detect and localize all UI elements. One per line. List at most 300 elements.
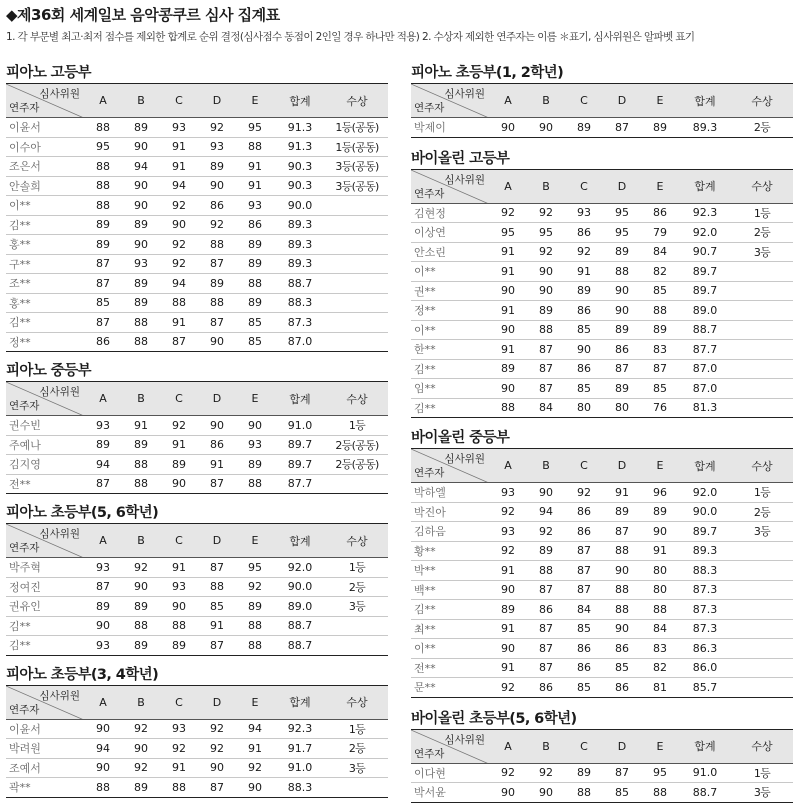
judge-score: 89 <box>615 323 629 337</box>
section-title: 피아노 초등부(3, 4학년) <box>6 666 159 683</box>
performer-name: 김** <box>9 619 31 633</box>
table-row <box>6 416 388 436</box>
header-corner <box>6 685 84 719</box>
table-row <box>411 379 793 399</box>
judge-score: 91 <box>210 457 224 471</box>
header-corner <box>6 382 84 416</box>
award: 2등 <box>753 505 771 519</box>
performer-name: 문** <box>414 681 436 695</box>
judge-score: 90 <box>134 741 148 755</box>
judge-score: 90 <box>210 761 224 775</box>
performer-name: 임** <box>414 382 436 396</box>
award <box>326 196 388 216</box>
judge-score: 88 <box>248 638 262 652</box>
column-header: D <box>212 695 222 709</box>
column-header: E <box>251 392 259 405</box>
award: 3등(공동) <box>335 179 379 193</box>
score-table <box>411 729 793 803</box>
right-column <box>411 64 793 803</box>
judge-score: 85 <box>615 661 629 675</box>
total-score: 91.7 <box>287 741 313 755</box>
judge-score: 92 <box>134 761 148 775</box>
award: 1등 <box>753 206 771 220</box>
performer-name: 박** <box>414 564 436 578</box>
judge-score: 93 <box>248 438 262 452</box>
table-row <box>411 281 793 301</box>
judge-score: 76 <box>653 401 667 415</box>
total-score: 91.3 <box>287 140 313 154</box>
performer-name: 김** <box>414 362 436 376</box>
judge-score: 90 <box>577 342 591 356</box>
total-score: 86.3 <box>692 641 718 655</box>
total-score: 87.3 <box>692 583 718 597</box>
judge-score: 92 <box>501 206 515 220</box>
column-header: B <box>137 534 145 547</box>
judges-label: 심사위원 <box>444 453 485 465</box>
judge-score: 93 <box>172 722 186 736</box>
table-row <box>411 783 793 803</box>
players-label: 연주자 <box>9 703 40 716</box>
performer-name: 권** <box>414 284 436 298</box>
total-score: 81.3 <box>692 401 718 415</box>
column-header: C <box>580 94 588 107</box>
judge-score: 89 <box>134 120 148 134</box>
award <box>731 619 793 639</box>
judge-score: 87 <box>615 524 629 538</box>
performer-name: 이윤서 <box>9 722 41 736</box>
table-row <box>411 359 793 379</box>
table-row <box>411 320 793 340</box>
total-score: 92.0 <box>287 560 313 574</box>
column-header: A <box>504 94 512 107</box>
column-header: C <box>580 179 588 193</box>
column-header: 수상 <box>346 534 368 548</box>
performer-name: 권수빈 <box>9 419 41 433</box>
table-row <box>411 340 793 360</box>
judge-score: 80 <box>653 563 667 577</box>
judge-score: 89 <box>501 362 515 376</box>
judge-score: 88 <box>539 323 553 337</box>
score-table <box>6 83 388 352</box>
judge-score: 90 <box>134 237 148 251</box>
score-section <box>6 666 388 798</box>
judge-score: 91 <box>501 303 515 317</box>
performer-name: 김지영 <box>9 458 41 472</box>
total-score: 89.7 <box>692 524 718 538</box>
performer-name: 김** <box>414 401 436 415</box>
judge-score: 87 <box>210 315 224 329</box>
judge-score: 89 <box>653 323 667 337</box>
judge-score: 89 <box>248 296 262 310</box>
judge-score: 90 <box>501 785 515 799</box>
judge-score: 87 <box>96 315 110 329</box>
table-row <box>6 157 388 177</box>
column-header: E <box>656 94 664 107</box>
performer-name: 박제이 <box>414 121 446 135</box>
column-header: C <box>580 459 588 472</box>
total-score: 89.3 <box>692 120 718 134</box>
award: 1등 <box>348 722 366 736</box>
judge-score: 89 <box>653 505 667 519</box>
judge-score: 92 <box>134 560 148 574</box>
judge-score: 92 <box>248 761 262 775</box>
judge-score: 87 <box>96 257 110 271</box>
performer-name: 김현정 <box>414 206 446 220</box>
judge-score: 86 <box>653 206 667 220</box>
judge-score: 92 <box>210 722 224 736</box>
award <box>326 274 388 294</box>
judge-score: 92 <box>172 237 186 251</box>
score-section <box>6 504 388 656</box>
judge-score: 85 <box>653 381 667 395</box>
judge-score: 91 <box>577 264 591 278</box>
judge-score: 95 <box>248 120 262 134</box>
column-header: D <box>617 459 627 472</box>
score-table <box>6 523 388 656</box>
award <box>731 340 793 360</box>
judge-score: 92 <box>172 741 186 755</box>
judge-score: 88 <box>615 544 629 558</box>
judge-score: 88 <box>653 602 667 616</box>
judge-score: 90 <box>539 785 553 799</box>
performer-name: 이다현 <box>414 766 446 780</box>
performer-name: 김하음 <box>414 525 446 539</box>
judge-score: 90 <box>134 140 148 154</box>
judge-score: 93 <box>172 120 186 134</box>
judge-score: 92 <box>501 505 515 519</box>
judge-score: 87 <box>615 120 629 134</box>
performer-name: 박하엘 <box>414 486 446 500</box>
judge-score: 90 <box>96 619 110 633</box>
total-score: 87.0 <box>692 381 718 395</box>
table-header <box>6 84 388 118</box>
table-row <box>411 398 793 418</box>
judge-score: 90 <box>615 284 629 298</box>
table-row <box>411 541 793 561</box>
judge-score: 89 <box>134 599 148 613</box>
table-row <box>411 580 793 600</box>
judge-score: 87 <box>615 362 629 376</box>
judge-score: 91 <box>501 264 515 278</box>
judge-score: 92 <box>501 544 515 558</box>
total-score: 87.0 <box>692 362 718 376</box>
judge-score: 90 <box>615 622 629 636</box>
award <box>326 636 388 656</box>
judge-score: 90 <box>134 179 148 193</box>
judge-score: 92 <box>134 722 148 736</box>
award <box>326 235 388 255</box>
judge-score: 85 <box>577 622 591 636</box>
judge-score: 90 <box>501 583 515 597</box>
column-header: 수상 <box>751 740 773 753</box>
judge-score: 94 <box>172 179 186 193</box>
judge-score: 88 <box>653 785 667 799</box>
judge-score: 95 <box>501 225 515 239</box>
judge-score: 90 <box>539 264 553 278</box>
total-score: 90.0 <box>692 505 718 519</box>
column-header: C <box>175 534 183 547</box>
judge-score: 89 <box>96 218 110 232</box>
column-header: D <box>212 94 222 107</box>
column-header: 합계 <box>289 392 311 406</box>
judge-score: 92 <box>172 418 186 432</box>
judge-score: 85 <box>577 381 591 395</box>
judge-score: 80 <box>577 401 591 415</box>
table-header <box>411 169 793 203</box>
judge-score: 91 <box>172 315 186 329</box>
judge-score: 86 <box>577 661 591 675</box>
column-header: E <box>656 739 664 753</box>
judge-score: 87 <box>210 477 224 491</box>
judge-score: 90 <box>501 641 515 655</box>
judge-score: 94 <box>96 457 110 471</box>
judge-score: 91 <box>501 342 515 356</box>
column-header: 합계 <box>694 94 716 108</box>
total-score: 88.3 <box>287 780 313 794</box>
judge-score: 90 <box>539 485 553 499</box>
judge-score: 88 <box>248 477 262 491</box>
award: 3등 <box>753 786 771 800</box>
header-corner <box>411 169 489 203</box>
performer-name: 박려원 <box>9 742 41 756</box>
table-row <box>6 176 388 196</box>
judge-score: 89 <box>96 237 110 251</box>
award <box>731 320 793 340</box>
table-row <box>6 778 388 798</box>
judges-label: 심사위원 <box>39 528 80 540</box>
judge-score: 88 <box>615 602 629 616</box>
judge-score: 89 <box>172 638 186 652</box>
column-header: E <box>656 179 664 193</box>
award: 1등 <box>753 486 771 500</box>
total-score: 91.3 <box>287 120 313 134</box>
judge-score: 84 <box>539 401 553 415</box>
judge-score: 89 <box>210 159 224 173</box>
performer-name: 권유인 <box>9 600 41 614</box>
players-label: 연주자 <box>414 747 445 760</box>
column-header: D <box>212 392 222 405</box>
judge-score: 89 <box>210 276 224 290</box>
judge-score: 93 <box>248 198 262 212</box>
performer-name: 이** <box>9 199 31 213</box>
total-score: 88.3 <box>287 296 313 310</box>
total-score: 87.0 <box>287 335 313 349</box>
judge-score: 84 <box>653 245 667 259</box>
judge-score: 95 <box>539 225 553 239</box>
header-corner <box>411 449 489 483</box>
table-row <box>6 235 388 255</box>
table-row <box>6 137 388 157</box>
judge-score: 88 <box>134 315 148 329</box>
award: 1등(공동) <box>335 140 379 154</box>
judge-score: 91 <box>248 741 262 755</box>
judge-score: 92 <box>210 120 224 134</box>
total-score: 89.0 <box>287 599 313 613</box>
judge-score: 87 <box>577 583 591 597</box>
column-header: 수상 <box>346 94 368 108</box>
award <box>731 301 793 321</box>
total-score: 87.3 <box>692 602 718 616</box>
table-row <box>6 616 388 636</box>
column-header: E <box>656 459 664 472</box>
judges-label: 심사위원 <box>39 386 80 398</box>
judge-score: 88 <box>615 583 629 597</box>
performer-name: 이** <box>414 265 436 279</box>
total-score: 90.0 <box>287 198 313 212</box>
performer-name: 조예서 <box>9 761 41 775</box>
total-score: 91.0 <box>692 766 718 780</box>
total-score: 87.7 <box>692 342 718 356</box>
table-row <box>6 758 388 778</box>
judge-score: 79 <box>653 225 667 239</box>
judge-score: 91 <box>501 661 515 675</box>
award: 2등(공동) <box>335 458 379 472</box>
judge-score: 88 <box>96 120 110 134</box>
award: 2등 <box>348 580 366 594</box>
judge-score: 86 <box>248 218 262 232</box>
total-score: 88.3 <box>692 563 718 577</box>
page-title: ◆제36회 세계일보 음악콩쿠르 심사 집계표 <box>6 6 280 24</box>
judge-score: 85 <box>248 315 262 329</box>
section-title: 바이올린 고등부 <box>411 150 510 167</box>
column-header: A <box>99 534 107 547</box>
judge-score: 87 <box>539 362 553 376</box>
judge-score: 92 <box>501 766 515 780</box>
award: 3등 <box>348 600 366 614</box>
column-header: B <box>542 739 550 753</box>
performer-name: 구** <box>9 257 31 271</box>
total-score: 88.7 <box>287 638 313 652</box>
judge-score: 89 <box>615 381 629 395</box>
performer-name: 정여진 <box>9 580 41 594</box>
judge-score: 88 <box>134 619 148 633</box>
table-row <box>411 483 793 503</box>
performer-name: 조은서 <box>9 160 41 174</box>
table-row <box>411 561 793 581</box>
judge-score: 87 <box>653 362 667 376</box>
judge-score: 90 <box>615 563 629 577</box>
judge-score: 95 <box>653 766 667 780</box>
section-title: 피아노 중등부 <box>6 363 91 379</box>
award <box>731 678 793 698</box>
judge-score: 87 <box>539 661 553 675</box>
judge-score: 87 <box>615 766 629 780</box>
total-score: 87.7 <box>287 477 313 491</box>
column-header: 합계 <box>289 94 311 108</box>
column-header: 수상 <box>346 696 368 709</box>
judge-score: 90 <box>172 477 186 491</box>
judge-score: 91 <box>172 140 186 154</box>
judge-score: 90 <box>134 580 148 594</box>
judge-score: 92 <box>539 766 553 780</box>
performer-name: 이상연 <box>414 226 446 240</box>
judge-score: 90 <box>248 780 262 794</box>
performer-name: 김** <box>9 316 31 330</box>
judge-score: 86 <box>539 602 553 616</box>
award: 2등 <box>348 742 366 756</box>
judge-score: 90 <box>501 323 515 337</box>
total-score: 89.0 <box>692 303 718 317</box>
judge-score: 85 <box>210 599 224 613</box>
score-table <box>6 381 388 494</box>
table-row <box>6 474 388 494</box>
judge-score: 91 <box>210 619 224 633</box>
judge-score: 88 <box>210 237 224 251</box>
score-table <box>6 685 388 798</box>
total-score: 89.7 <box>287 438 313 452</box>
judge-score: 93 <box>210 140 224 154</box>
total-score: 89.3 <box>287 237 313 251</box>
total-score: 90.7 <box>692 245 718 259</box>
total-score: 88.7 <box>287 276 313 290</box>
judge-score: 93 <box>172 580 186 594</box>
score-section <box>411 64 793 138</box>
judge-score: 90 <box>172 218 186 232</box>
judge-score: 82 <box>653 661 667 675</box>
table-row <box>411 203 793 223</box>
judge-score: 80 <box>653 583 667 597</box>
total-score: 85.7 <box>692 680 718 694</box>
award <box>326 293 388 313</box>
judge-score: 89 <box>615 505 629 519</box>
award <box>731 639 793 659</box>
table-row <box>6 254 388 274</box>
total-score: 86.0 <box>692 661 718 675</box>
column-header: A <box>99 392 107 405</box>
table-row <box>411 639 793 659</box>
column-header: B <box>542 94 550 107</box>
performer-name: 이수아 <box>9 140 41 154</box>
judge-score: 88 <box>172 780 186 794</box>
award <box>326 254 388 274</box>
award <box>326 616 388 636</box>
judge-score: 93 <box>96 638 110 652</box>
judge-score: 90 <box>210 418 224 432</box>
judge-score: 89 <box>134 780 148 794</box>
judge-score: 88 <box>210 296 224 310</box>
award: 1등 <box>753 766 771 780</box>
table-row <box>411 301 793 321</box>
judge-score: 95 <box>615 225 629 239</box>
judge-score: 87 <box>539 583 553 597</box>
judge-score: 88 <box>248 276 262 290</box>
players-label: 연주자 <box>9 400 40 412</box>
judge-score: 85 <box>248 335 262 349</box>
judge-score: 89 <box>248 599 262 613</box>
judge-score: 92 <box>539 206 553 220</box>
judge-score: 91 <box>172 761 186 775</box>
performer-name: 홍** <box>9 238 31 252</box>
judge-score: 87 <box>539 381 553 395</box>
judge-score: 83 <box>653 342 667 356</box>
judge-score: 81 <box>653 680 667 694</box>
judge-score: 88 <box>577 785 591 799</box>
judge-score: 94 <box>248 722 262 736</box>
judge-score: 88 <box>501 401 515 415</box>
judge-score: 89 <box>248 237 262 251</box>
total-score: 87.3 <box>287 315 313 329</box>
judge-score: 86 <box>210 198 224 212</box>
judge-score: 89 <box>248 257 262 271</box>
column-header: D <box>617 94 627 107</box>
table-row <box>6 293 388 313</box>
judge-score: 86 <box>577 303 591 317</box>
judges-label: 심사위원 <box>444 88 485 100</box>
judge-score: 86 <box>577 524 591 538</box>
judge-score: 89 <box>96 438 110 452</box>
award: 1등 <box>348 419 366 433</box>
award <box>731 359 793 379</box>
